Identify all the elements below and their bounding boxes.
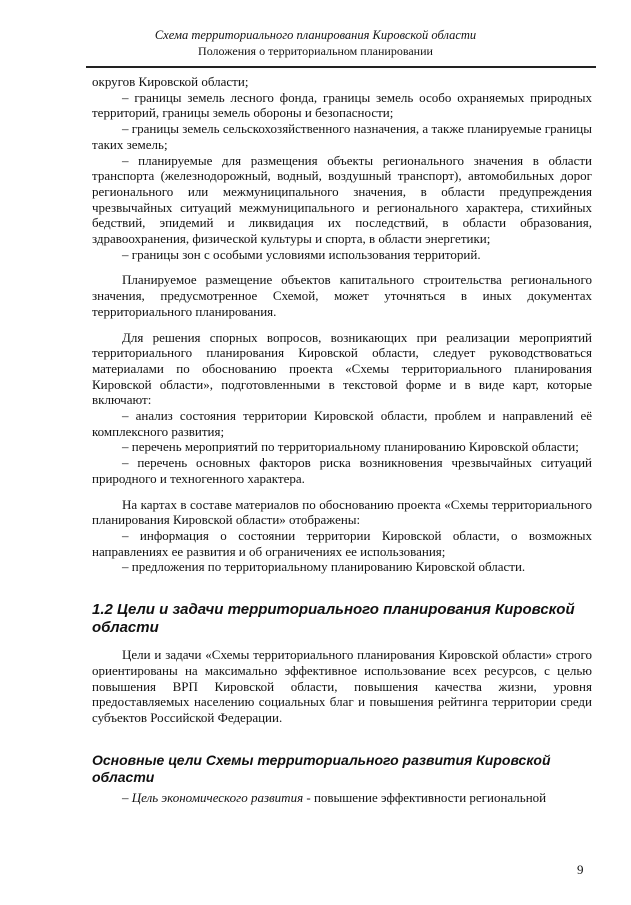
section-heading: 1.2 Цели и задачи территориального планирования Кировской области <box>92 601 575 637</box>
paragraph: На картах в составе материалов по обоснованию проекта «Схемы территориального планирования Кировской области» отображены: <box>92 496 592 528</box>
paragraph: Для решения спорных вопросов, возникающих при реализации мероприятий территориального планирования Кировской области, следует руководствоваться материалами по обоснованию проекта «Схемы территориального планирования Кировской области», подготовленными в текстовой форме и в виде карт, которые включают: <box>92 329 592 408</box>
goal-label: Цель экономического развития <box>131 789 304 805</box>
list-item: – анализ состояния территории Кировской области, проблем и направлений её комплексного развития; <box>92 408 592 439</box>
list-item: – границы земель лесного фонда, границы земель особо охраняемых природных территорий, границы земель обороны и безопасности; <box>92 89 592 121</box>
list-item: – предложения по территориальному планированию Кировской области. <box>122 559 526 575</box>
header-rule <box>86 66 596 68</box>
list-item: – перечень мероприятий по территориальному планированию Кировской области; <box>122 439 579 455</box>
list-item: – планируемые для размещения объекты регионального значения в области транспорта (железнодорожный, водный, воздушный транспорт), автомобильных дорог регионального или межмуниципального значения, в области предупреждения чрезвычайных ситуаций межмуниципального и регионального характера, стихийных бедствий, эпидемий и ликвидация их последствий, в области образования, здравоохранения, физической культуры и спорта, в области энергетики; <box>92 152 592 247</box>
document-body <box>92 74 592 805</box>
paragraph: округов Кировской области; <box>92 74 249 89</box>
header-title: Схема территориального планирования Кировской области <box>154 28 477 42</box>
dash-marker: – <box>122 789 132 805</box>
list-item: – границы земель сельскохозяйственного назначения, а также планируемые границы таких земель; <box>92 121 592 152</box>
page-number: 9 <box>577 862 584 877</box>
page-header <box>0 28 631 59</box>
list-item: – перечень основных факторов риска возникновения чрезвычайных ситуаций природного и техногенного характера. <box>92 455 592 486</box>
list-item: – информация о состоянии территории Кировской области, о возможных направлениях ее развития и об ограничениях ее использования; <box>92 527 592 559</box>
header-subtitle: Положения о территориальном планировании <box>198 44 433 58</box>
goal-text: - повышение эффективности региональной <box>303 789 547 805</box>
list-item <box>92 790 592 806</box>
subsection-heading: Основные цели Схемы территориального развития Кировской области <box>92 751 551 785</box>
list-item: – границы зон с особыми условиями использования территорий. <box>122 246 481 262</box>
paragraph: Цели и задачи «Схемы территориального планирования Кировской области» строго ориентированы на максимально эффективное использование всех ресурсов, с целью повышения ВРП Кировской области, повышения качества жизни, уровня предоставляемых населению социальных благ и повышения рейтинга территории среди субъектов Российской Федерации. <box>92 647 592 725</box>
paragraph: Планируемое размещение объектов капитального строительства регионального значения, предусмотренное Схемой, может уточняться в иных документах территориального планирования. <box>92 272 592 319</box>
